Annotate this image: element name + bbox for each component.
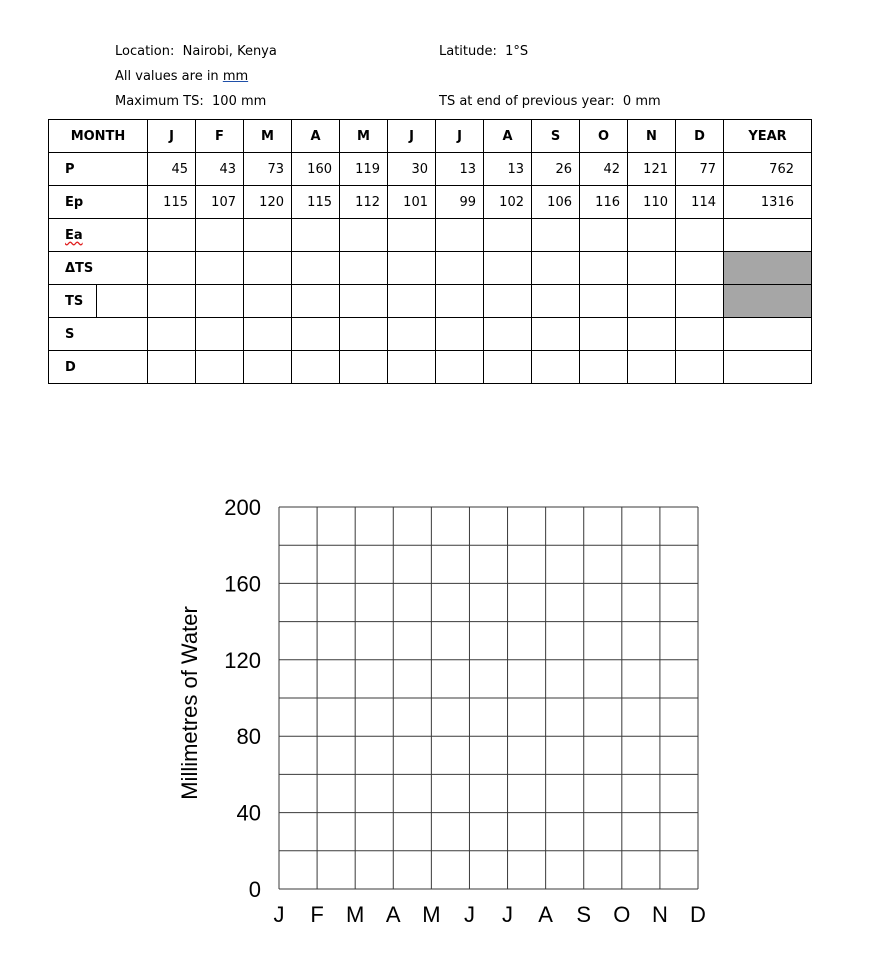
year-cell[interactable]	[724, 351, 812, 384]
year-cell-shaded	[724, 285, 812, 318]
table-row-ts	[49, 285, 812, 318]
units-prefix: All values are in	[115, 69, 223, 84]
header-cell: A	[484, 120, 532, 153]
row-label: P	[49, 153, 148, 186]
header-cell: M	[340, 120, 388, 153]
table-cell[interactable]: 112	[340, 186, 388, 219]
header-cell: O	[580, 120, 628, 153]
table-cell[interactable]	[196, 252, 244, 285]
latitude-text: Latitude: 1°S	[439, 44, 529, 59]
row-label: Ep	[49, 186, 148, 219]
table-cell[interactable]: 13	[436, 153, 484, 186]
header-cell: J	[148, 120, 196, 153]
table-cell[interactable]	[292, 285, 340, 318]
table-cell[interactable]: 43	[196, 153, 244, 186]
table-cell[interactable]	[532, 318, 580, 351]
table-cell[interactable]	[292, 219, 340, 252]
table-cell[interactable]	[292, 252, 340, 285]
table-cell[interactable]: 26	[532, 153, 580, 186]
units-text	[115, 69, 248, 84]
table-cell[interactable]	[196, 318, 244, 351]
x-tick-label: M	[346, 902, 365, 927]
table-cell[interactable]: 107	[196, 186, 244, 219]
table-cell[interactable]	[196, 219, 244, 252]
y-axis-label: Millimetres of Water	[177, 606, 202, 800]
x-tick-label: D	[690, 902, 706, 927]
row-label	[49, 285, 148, 318]
table-cell[interactable]	[532, 219, 580, 252]
table-cell[interactable]	[628, 252, 676, 285]
table-cell[interactable]: 110	[628, 186, 676, 219]
table-cell[interactable]	[148, 318, 196, 351]
x-tick-label: J	[502, 902, 514, 927]
table-cell[interactable]	[340, 318, 388, 351]
x-tick-label: J	[273, 902, 285, 927]
table-cell[interactable]: 106	[532, 186, 580, 219]
table-cell[interactable]	[148, 351, 196, 384]
table-cell[interactable]	[292, 318, 340, 351]
table-cell[interactable]	[436, 318, 484, 351]
table-cell[interactable]	[196, 285, 244, 318]
year-cell[interactable]	[724, 318, 812, 351]
y-tick-label: 120	[224, 647, 261, 673]
header-cell: D	[676, 120, 724, 153]
header-year: YEAR	[724, 120, 812, 153]
table-cell[interactable]	[676, 351, 724, 384]
x-tick-label: N	[651, 902, 668, 927]
header-cell: N	[628, 120, 676, 153]
table-cell[interactable]	[628, 318, 676, 351]
table-cell[interactable]	[676, 318, 724, 351]
table-cell[interactable]	[676, 219, 724, 252]
table-cell[interactable]	[388, 252, 436, 285]
table-cell[interactable]	[580, 219, 628, 252]
location-text: Location: Nairobi, Kenya	[115, 44, 277, 59]
table-row-delta-ts	[49, 252, 812, 285]
table-header-row	[49, 120, 812, 153]
x-tick-label: A	[385, 902, 401, 927]
table-cell[interactable]: 13	[484, 153, 532, 186]
table-cell[interactable]: 160	[292, 153, 340, 186]
table-cell[interactable]	[436, 252, 484, 285]
water-balance-table	[48, 119, 812, 384]
table-cell[interactable]	[292, 351, 340, 384]
table-cell[interactable]	[484, 285, 532, 318]
row-label: ΔTS	[49, 252, 148, 285]
table-cell[interactable]	[532, 252, 580, 285]
table-cell[interactable]	[148, 252, 196, 285]
table-cell[interactable]	[388, 285, 436, 318]
table-row-ea	[49, 219, 812, 252]
table-cell[interactable]	[340, 285, 388, 318]
water-graph	[160, 490, 730, 940]
table-cell[interactable]	[244, 285, 292, 318]
table-row-ep	[49, 186, 812, 219]
x-axis-ticks	[274, 902, 706, 927]
table-cell[interactable]	[148, 219, 196, 252]
table-cell[interactable]: 77	[676, 153, 724, 186]
table-cell[interactable]: 99	[436, 186, 484, 219]
ts-previous-text: TS at end of previous year: 0 mm	[439, 94, 661, 109]
table-cell[interactable]: 114	[676, 186, 724, 219]
table-cell[interactable]	[484, 219, 532, 252]
x-tick-label: F	[310, 902, 324, 927]
x-tick-label: O	[613, 902, 631, 927]
table-cell[interactable]	[244, 219, 292, 252]
table-cell[interactable]	[340, 219, 388, 252]
table-cell[interactable]: 102	[484, 186, 532, 219]
year-cell[interactable]: 762	[724, 153, 812, 186]
table-cell[interactable]	[148, 285, 196, 318]
x-tick-label: S	[576, 902, 592, 927]
year-cell[interactable]	[724, 219, 812, 252]
table-cell[interactable]	[484, 318, 532, 351]
table-row-p	[49, 153, 812, 186]
table-cell[interactable]: 73	[244, 153, 292, 186]
x-tick-label: J	[463, 902, 475, 927]
table-cell[interactable]	[580, 351, 628, 384]
table-cell[interactable]: 115	[292, 186, 340, 219]
header-cell: A	[292, 120, 340, 153]
table-row-d	[49, 351, 812, 384]
row-label	[49, 219, 148, 252]
x-tick-label: A	[538, 902, 553, 927]
header-cell: S	[532, 120, 580, 153]
table-cell[interactable]	[244, 318, 292, 351]
table-cell[interactable]	[628, 285, 676, 318]
table-cell[interactable]: 120	[244, 186, 292, 219]
table-cell[interactable]	[436, 285, 484, 318]
year-cell-shaded	[724, 252, 812, 285]
row-label-text: Ea	[65, 227, 83, 243]
table-cell[interactable]	[676, 285, 724, 318]
table-cell[interactable]	[388, 219, 436, 252]
table-cell[interactable]	[628, 219, 676, 252]
table-cell[interactable]	[388, 318, 436, 351]
y-tick-label: 0	[248, 877, 261, 902]
table-cell[interactable]	[628, 351, 676, 384]
table-cell[interactable]: 119	[340, 153, 388, 186]
x-tick-label: M	[422, 902, 441, 927]
table-cell[interactable]	[340, 351, 388, 384]
table-cell[interactable]	[532, 285, 580, 318]
header-cell: J	[436, 120, 484, 153]
table-cell[interactable]	[484, 351, 532, 384]
y-tick-label: 40	[236, 800, 261, 826]
y-tick-label: 160	[224, 571, 261, 597]
row-label: D	[49, 351, 148, 384]
table-cell[interactable]: 30	[388, 153, 436, 186]
header-month: MONTH	[49, 120, 148, 153]
table-cell[interactable]: 115	[148, 186, 196, 219]
table-cell[interactable]	[676, 252, 724, 285]
table-cell[interactable]	[244, 252, 292, 285]
y-axis-ticks	[224, 495, 261, 902]
units-unit: mm	[222, 69, 249, 84]
table-cell[interactable]: 101	[388, 186, 436, 219]
table-cell[interactable]: 42	[580, 153, 628, 186]
table-cell[interactable]	[244, 351, 292, 384]
table-cell[interactable]: 45	[148, 153, 196, 186]
table-cell[interactable]	[580, 318, 628, 351]
row-label: S	[49, 318, 148, 351]
header-cell: F	[196, 120, 244, 153]
table-cell[interactable]	[340, 252, 388, 285]
table-row-s	[49, 318, 812, 351]
year-cell[interactable]: 1316	[724, 186, 812, 219]
table-cell[interactable]	[436, 351, 484, 384]
y-tick-label: 80	[236, 724, 261, 750]
table-cell[interactable]	[436, 219, 484, 252]
row-label-text: TS	[49, 285, 97, 317]
table-cell[interactable]	[532, 351, 580, 384]
max-ts-text: Maximum TS: 100 mm	[115, 94, 267, 109]
table-cell[interactable]: 121	[628, 153, 676, 186]
chart-grid	[279, 507, 698, 889]
table-cell[interactable]	[580, 252, 628, 285]
table-cell[interactable]	[388, 351, 436, 384]
header-cell: J	[388, 120, 436, 153]
header-cell: M	[244, 120, 292, 153]
table-cell[interactable]: 116	[580, 186, 628, 219]
y-tick-label: 200	[224, 495, 261, 520]
table-cell[interactable]	[484, 252, 532, 285]
table-cell[interactable]	[196, 351, 244, 384]
table-cell[interactable]	[580, 285, 628, 318]
